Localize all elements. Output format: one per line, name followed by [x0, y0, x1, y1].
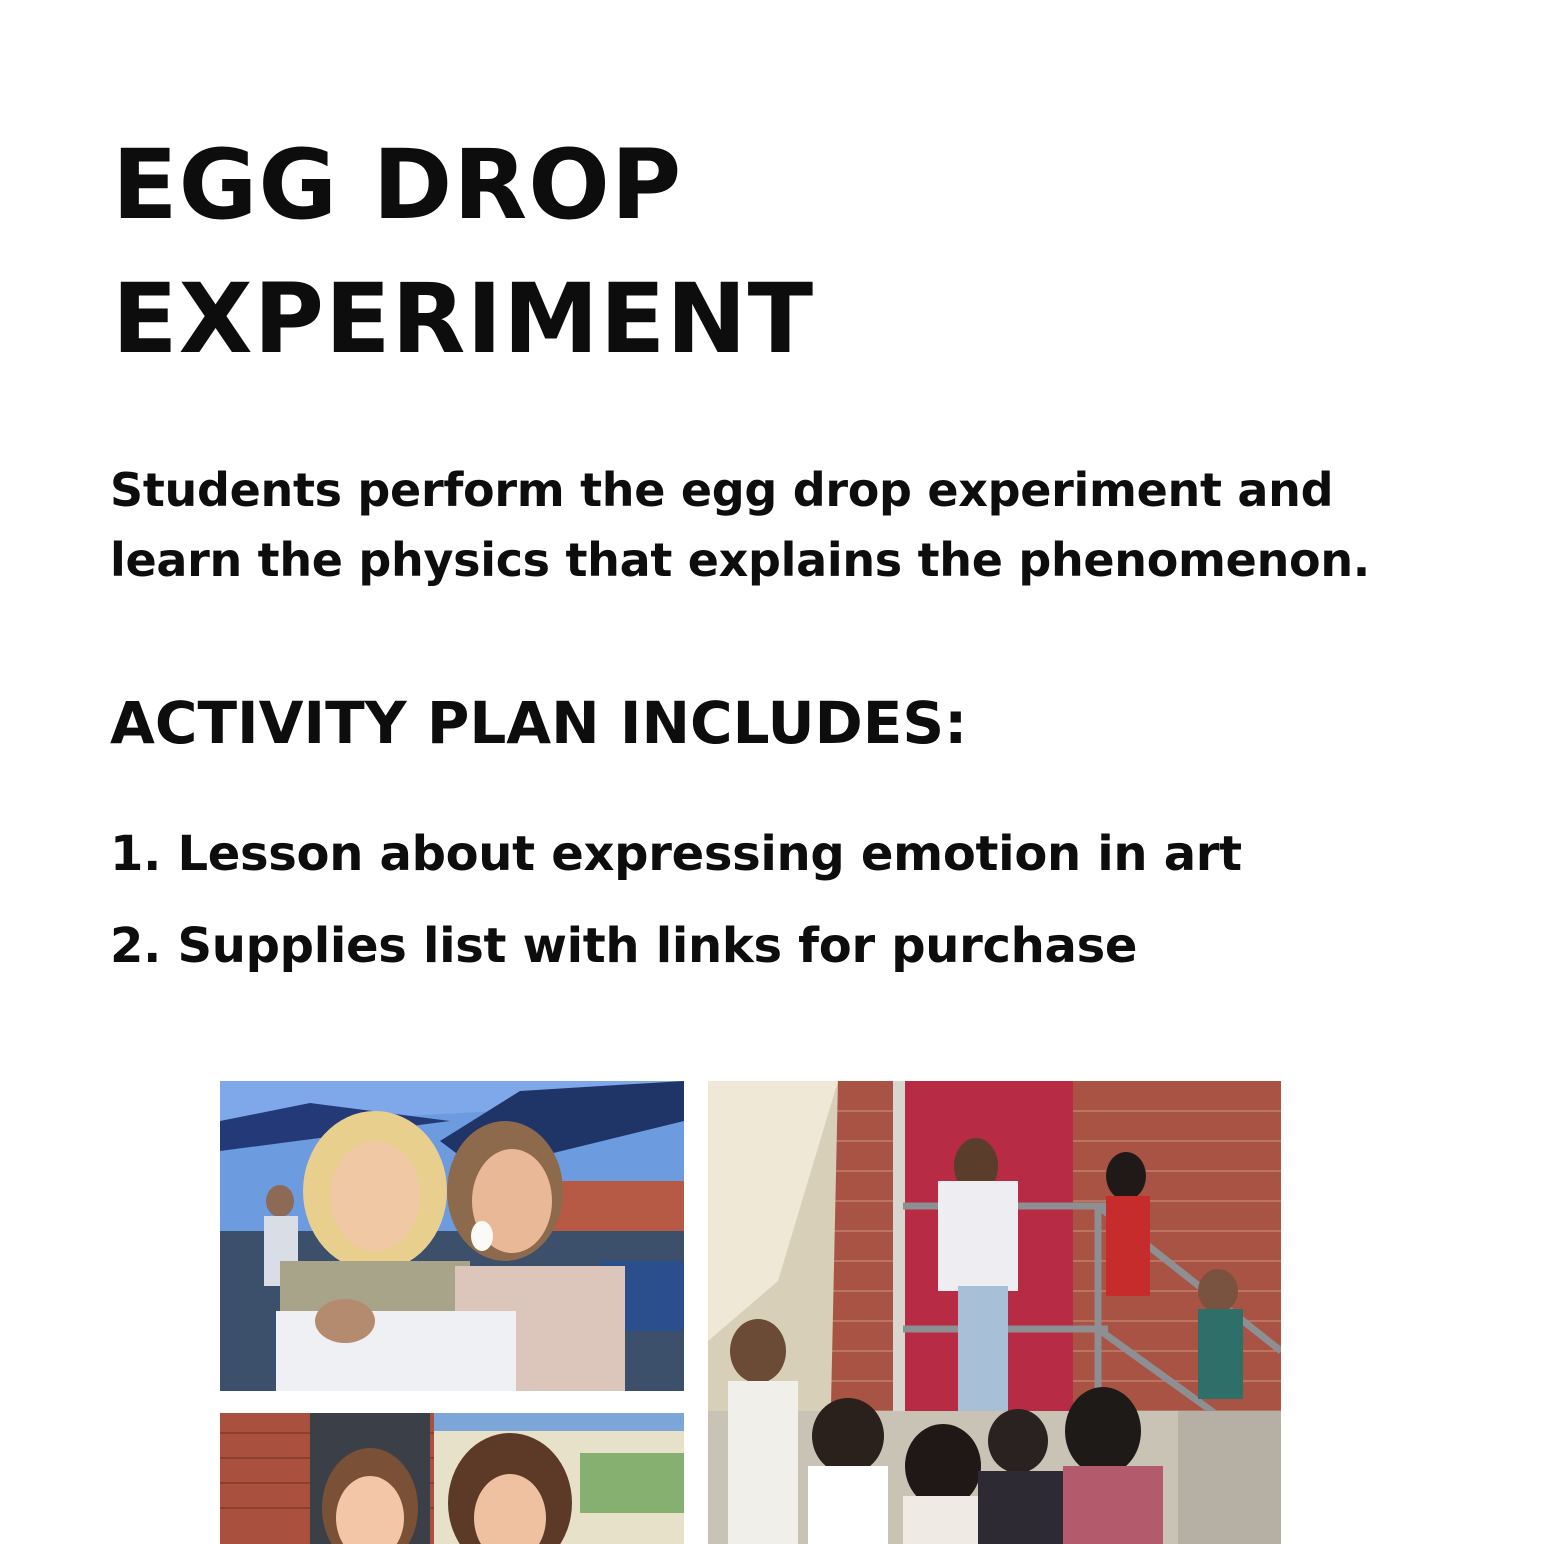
page-title-line-2: EXPERIMENT	[112, 263, 815, 375]
description-line-1: Students perform the egg drop experiment and	[110, 463, 1334, 517]
description-line-2: learn the physics that explains the phenomenon.	[110, 533, 1370, 587]
list-item: 1. Lesson about expressing emotion in art	[110, 826, 1242, 882]
page-title	[112, 118, 814, 386]
photo-girls-holding-egg	[220, 1081, 684, 1391]
page-title-line-1: EGG DROP	[112, 129, 683, 241]
activity-description	[110, 455, 1410, 595]
photo-two-girls-smiling	[220, 1413, 684, 1544]
photo-students-on-stairs	[708, 1081, 1281, 1544]
activity-plan-list	[110, 808, 1242, 992]
activity-plan-heading: ACTIVITY PLAN INCLUDES:	[110, 689, 968, 757]
list-item: 2. Supplies list with links for purchase	[110, 918, 1138, 974]
